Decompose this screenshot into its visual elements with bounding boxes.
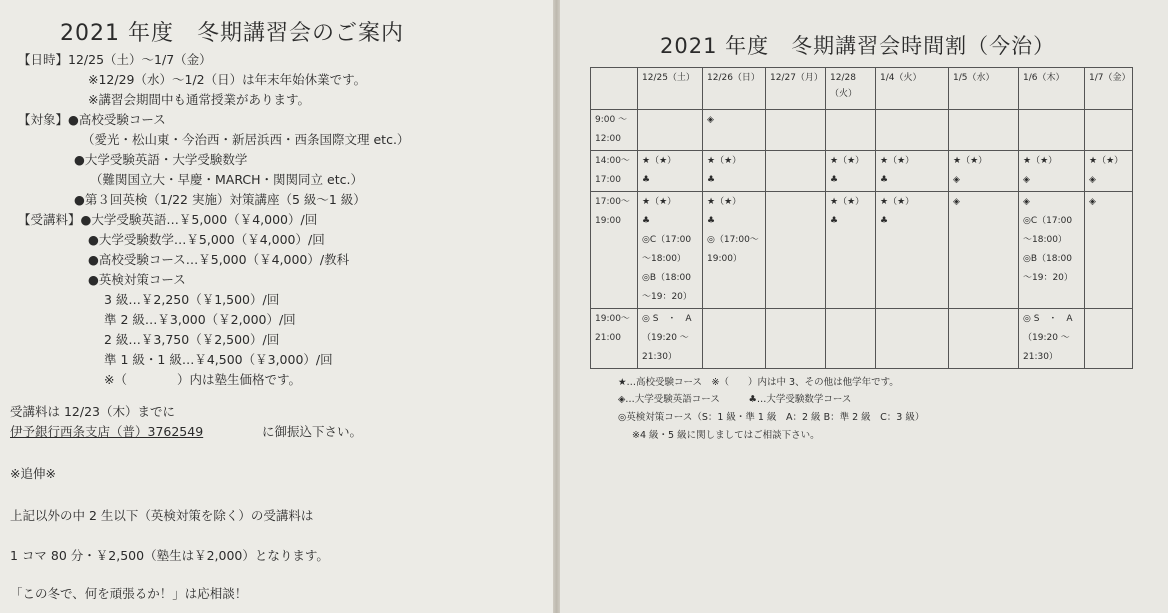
cell (1019, 192, 1085, 309)
cell (949, 151, 1019, 192)
eiken-slot-end: 19:00） (707, 254, 742, 264)
col-header: 1/4（火） (876, 68, 949, 110)
diamond-icon: ◈ (1089, 197, 1096, 207)
eiken-c-slot: ◎C（17:00 (642, 235, 692, 245)
fee-eiken-3: 3 級…￥2,250（￥1,500）/回 (104, 292, 280, 307)
cell (826, 192, 876, 309)
time-end: 21:00 (595, 333, 621, 343)
cell (703, 151, 766, 192)
club-icon: ♣ (707, 216, 716, 226)
cell (638, 309, 703, 369)
fee-eiken-pre2: 準 2 級…￥3,000（￥2,000）/回 (104, 312, 296, 327)
star-icon: ★（★） (953, 156, 988, 166)
time-start: 19:00～ (595, 314, 630, 324)
club-icon: ♣ (830, 175, 839, 185)
star-icon: ★（★） (1089, 156, 1124, 166)
time-cell (591, 151, 638, 192)
legend-consult: ※4 級・5 級に関しましてはご相談下さい。 (632, 430, 820, 441)
legend-eiken: ◎英検対策コース（S：1 級・準 1 級 A：2 級 B：準 2 級 C：3 級） (618, 412, 925, 423)
cell (949, 309, 1019, 369)
eiken-b-slot: ◎B（18:00 (642, 273, 691, 283)
eiken-slot: ◎（17:00～ (707, 235, 759, 245)
cell (703, 110, 766, 151)
time-start: 9:00 ～ (595, 115, 628, 125)
time-cell (591, 192, 638, 309)
diamond-icon: ◈ (1023, 175, 1030, 185)
fee-highschool: ●高校受験コース…￥5,000（￥4,000）/教科 (88, 252, 350, 267)
star-icon: ★（★） (880, 156, 915, 166)
time-end: 12:00 (595, 134, 621, 144)
fee-eiken-1: 準 1 級・1 級…￥4,500（￥3,000）/回 (104, 352, 333, 367)
star-icon: ★（★） (830, 197, 865, 207)
table-row (591, 151, 1133, 192)
fee-university-english: 【受講料】●大学受験英語…￥5,000（￥4,000）/回 (18, 212, 318, 227)
diamond-icon: ◈ (953, 197, 960, 207)
date-line: 【日時】12/25（土）～1/7（金） (18, 52, 212, 67)
cell (826, 110, 876, 151)
cell (703, 192, 766, 309)
eiken-c-slot-end: ～18:00） (1023, 235, 1067, 245)
bank-account: 伊予銀行西条支店（普）3762549 (10, 424, 204, 439)
col-header: 1/6（木） (1019, 68, 1085, 110)
consultation-line: 「この冬で、何を頑張るか！」は応相談！ (10, 586, 248, 601)
target-university: ●大学受験英語・大学受験数学 (74, 152, 248, 167)
eiken-b-slot-end: ～19：20） (1023, 273, 1073, 283)
left-page (0, 0, 553, 613)
legend-star: ★…高校受験コース ※（ ）内は中 3、その他は他学年です。 (618, 377, 899, 388)
eiken-c-slot-end: ～18:00） (642, 254, 686, 264)
cell (1085, 110, 1133, 151)
table-row (591, 192, 1133, 309)
time-cell (591, 309, 638, 369)
time-cell (591, 110, 638, 151)
eiken-sa-slot: ◎ S ・ A (642, 314, 692, 324)
member-price-note: ※（ ）内は塾生価格です。 (104, 372, 301, 387)
col-header: 12/25（土） (638, 68, 703, 110)
eiken-b-slot: ◎B（18:00 (1023, 254, 1072, 264)
timetable (590, 67, 1133, 369)
timetable-title: 2021 年度 冬期講習会時間割（今治） (660, 34, 1056, 58)
cell (1019, 151, 1085, 192)
cell (949, 110, 1019, 151)
fee-eiken: ●英検対策コース (88, 272, 186, 287)
eiken-sa-slot: ◎ S ・ A (1023, 314, 1073, 324)
right-page (560, 0, 1168, 613)
club-icon: ♣ (707, 175, 716, 185)
star-icon: ★（★） (642, 197, 677, 207)
guide-title: 2021 年度 冬期講習会のご案内 (60, 21, 404, 46)
club-icon: ♣ (642, 175, 651, 185)
col-header (826, 68, 876, 110)
cell (1019, 110, 1085, 151)
col-header-date: 12/28 (830, 73, 856, 83)
payment-deadline: 受講料は 12/23（木）までに (10, 404, 175, 419)
postscript-fee-line: 上記以外の中 2 生以下（英検対策を除く）の受講料は (10, 508, 314, 523)
eiken-c-slot: ◎C（17:00 (1023, 216, 1073, 226)
cell (703, 309, 766, 369)
fee-university-math: ●大学受験数学…￥5,000（￥4,000）/回 (88, 232, 325, 247)
fee-eiken-2: 2 級…￥3,750（￥2,500）/回 (104, 332, 280, 347)
corner-cell (591, 68, 638, 110)
time-start: 17:00～ (595, 197, 630, 207)
star-icon: ★（★） (642, 156, 677, 166)
star-icon: ★（★） (1023, 156, 1058, 166)
target-highschool: 【対象】●高校受験コース (18, 112, 166, 127)
diamond-icon: ◈ (1089, 175, 1096, 185)
cell (1085, 151, 1133, 192)
table-row (591, 309, 1133, 369)
time-start: 14:00～ (595, 156, 630, 166)
eiken-sa-time: （19:20 ～ (1023, 333, 1070, 343)
cell (1085, 309, 1133, 369)
cell (826, 309, 876, 369)
postscript-fee-amount: 1 コマ 80 分・￥2,500（塾生は￥2,000）となります。 (10, 548, 329, 563)
eiken-sa-end: 21:30） (1023, 352, 1058, 362)
holiday-note: ※12/29（水）～1/2（日）は年末年始休業です。 (88, 72, 367, 87)
col-header: 1/7（金） (1085, 68, 1133, 110)
cell (876, 309, 949, 369)
cell (766, 110, 826, 151)
diamond-icon: ◈ (1023, 197, 1030, 207)
club-icon: ♣ (880, 216, 889, 226)
time-end: 19:00 (595, 216, 621, 226)
target-eiken: ●第３回英検（1/22 実施）対策講座（5 級～1 級） (74, 192, 366, 207)
target-university-schools: （難関国立大・早慶・MARCH・関関同立 etc.） (90, 172, 363, 187)
col-header: 1/5（水） (949, 68, 1019, 110)
cell (876, 151, 949, 192)
regular-class-note: ※講習会期間中も通常授業があります。 (88, 92, 310, 107)
target-highschool-schools: （愛光・松山東・今治西・新居浜西・西条国際文理 etc.） (82, 132, 410, 147)
cell (949, 192, 1019, 309)
star-icon: ★（★） (707, 197, 742, 207)
cell (1019, 309, 1085, 369)
cell (638, 110, 703, 151)
legend-diamond-club: ◈…大学受験英語コース ♣…大学受験数学コース (618, 394, 852, 405)
header-row (591, 68, 1133, 110)
time-end: 17:00 (595, 175, 621, 185)
eiken-b-slot-end: ～19：20） (642, 292, 692, 302)
star-icon: ★（★） (707, 156, 742, 166)
col-header: 12/26（日） (703, 68, 766, 110)
postscript-heading: ※追伸※ (10, 466, 56, 481)
cell (766, 151, 826, 192)
cell (766, 309, 826, 369)
diamond-icon: ◈ (953, 175, 960, 185)
cell (766, 192, 826, 309)
star-icon: ★（★） (830, 156, 865, 166)
cell (638, 192, 703, 309)
club-icon: ♣ (880, 175, 889, 185)
eiken-sa-time: （19:20 ～ (642, 333, 689, 343)
transfer-instruction: に御振込下さい。 (262, 424, 363, 439)
cell (876, 192, 949, 309)
page-gutter (553, 0, 560, 613)
col-header-day: （火） (830, 89, 858, 99)
diamond-icon: ◈ (707, 115, 714, 125)
cell (876, 110, 949, 151)
club-icon: ♣ (830, 216, 839, 226)
col-header: 12/27（月） (766, 68, 826, 110)
cell (638, 151, 703, 192)
table-row (591, 110, 1133, 151)
cell (826, 151, 876, 192)
eiken-sa-end: 21:30） (642, 352, 677, 362)
club-icon: ♣ (642, 216, 651, 226)
cell (1085, 192, 1133, 309)
star-icon: ★（★） (880, 197, 915, 207)
